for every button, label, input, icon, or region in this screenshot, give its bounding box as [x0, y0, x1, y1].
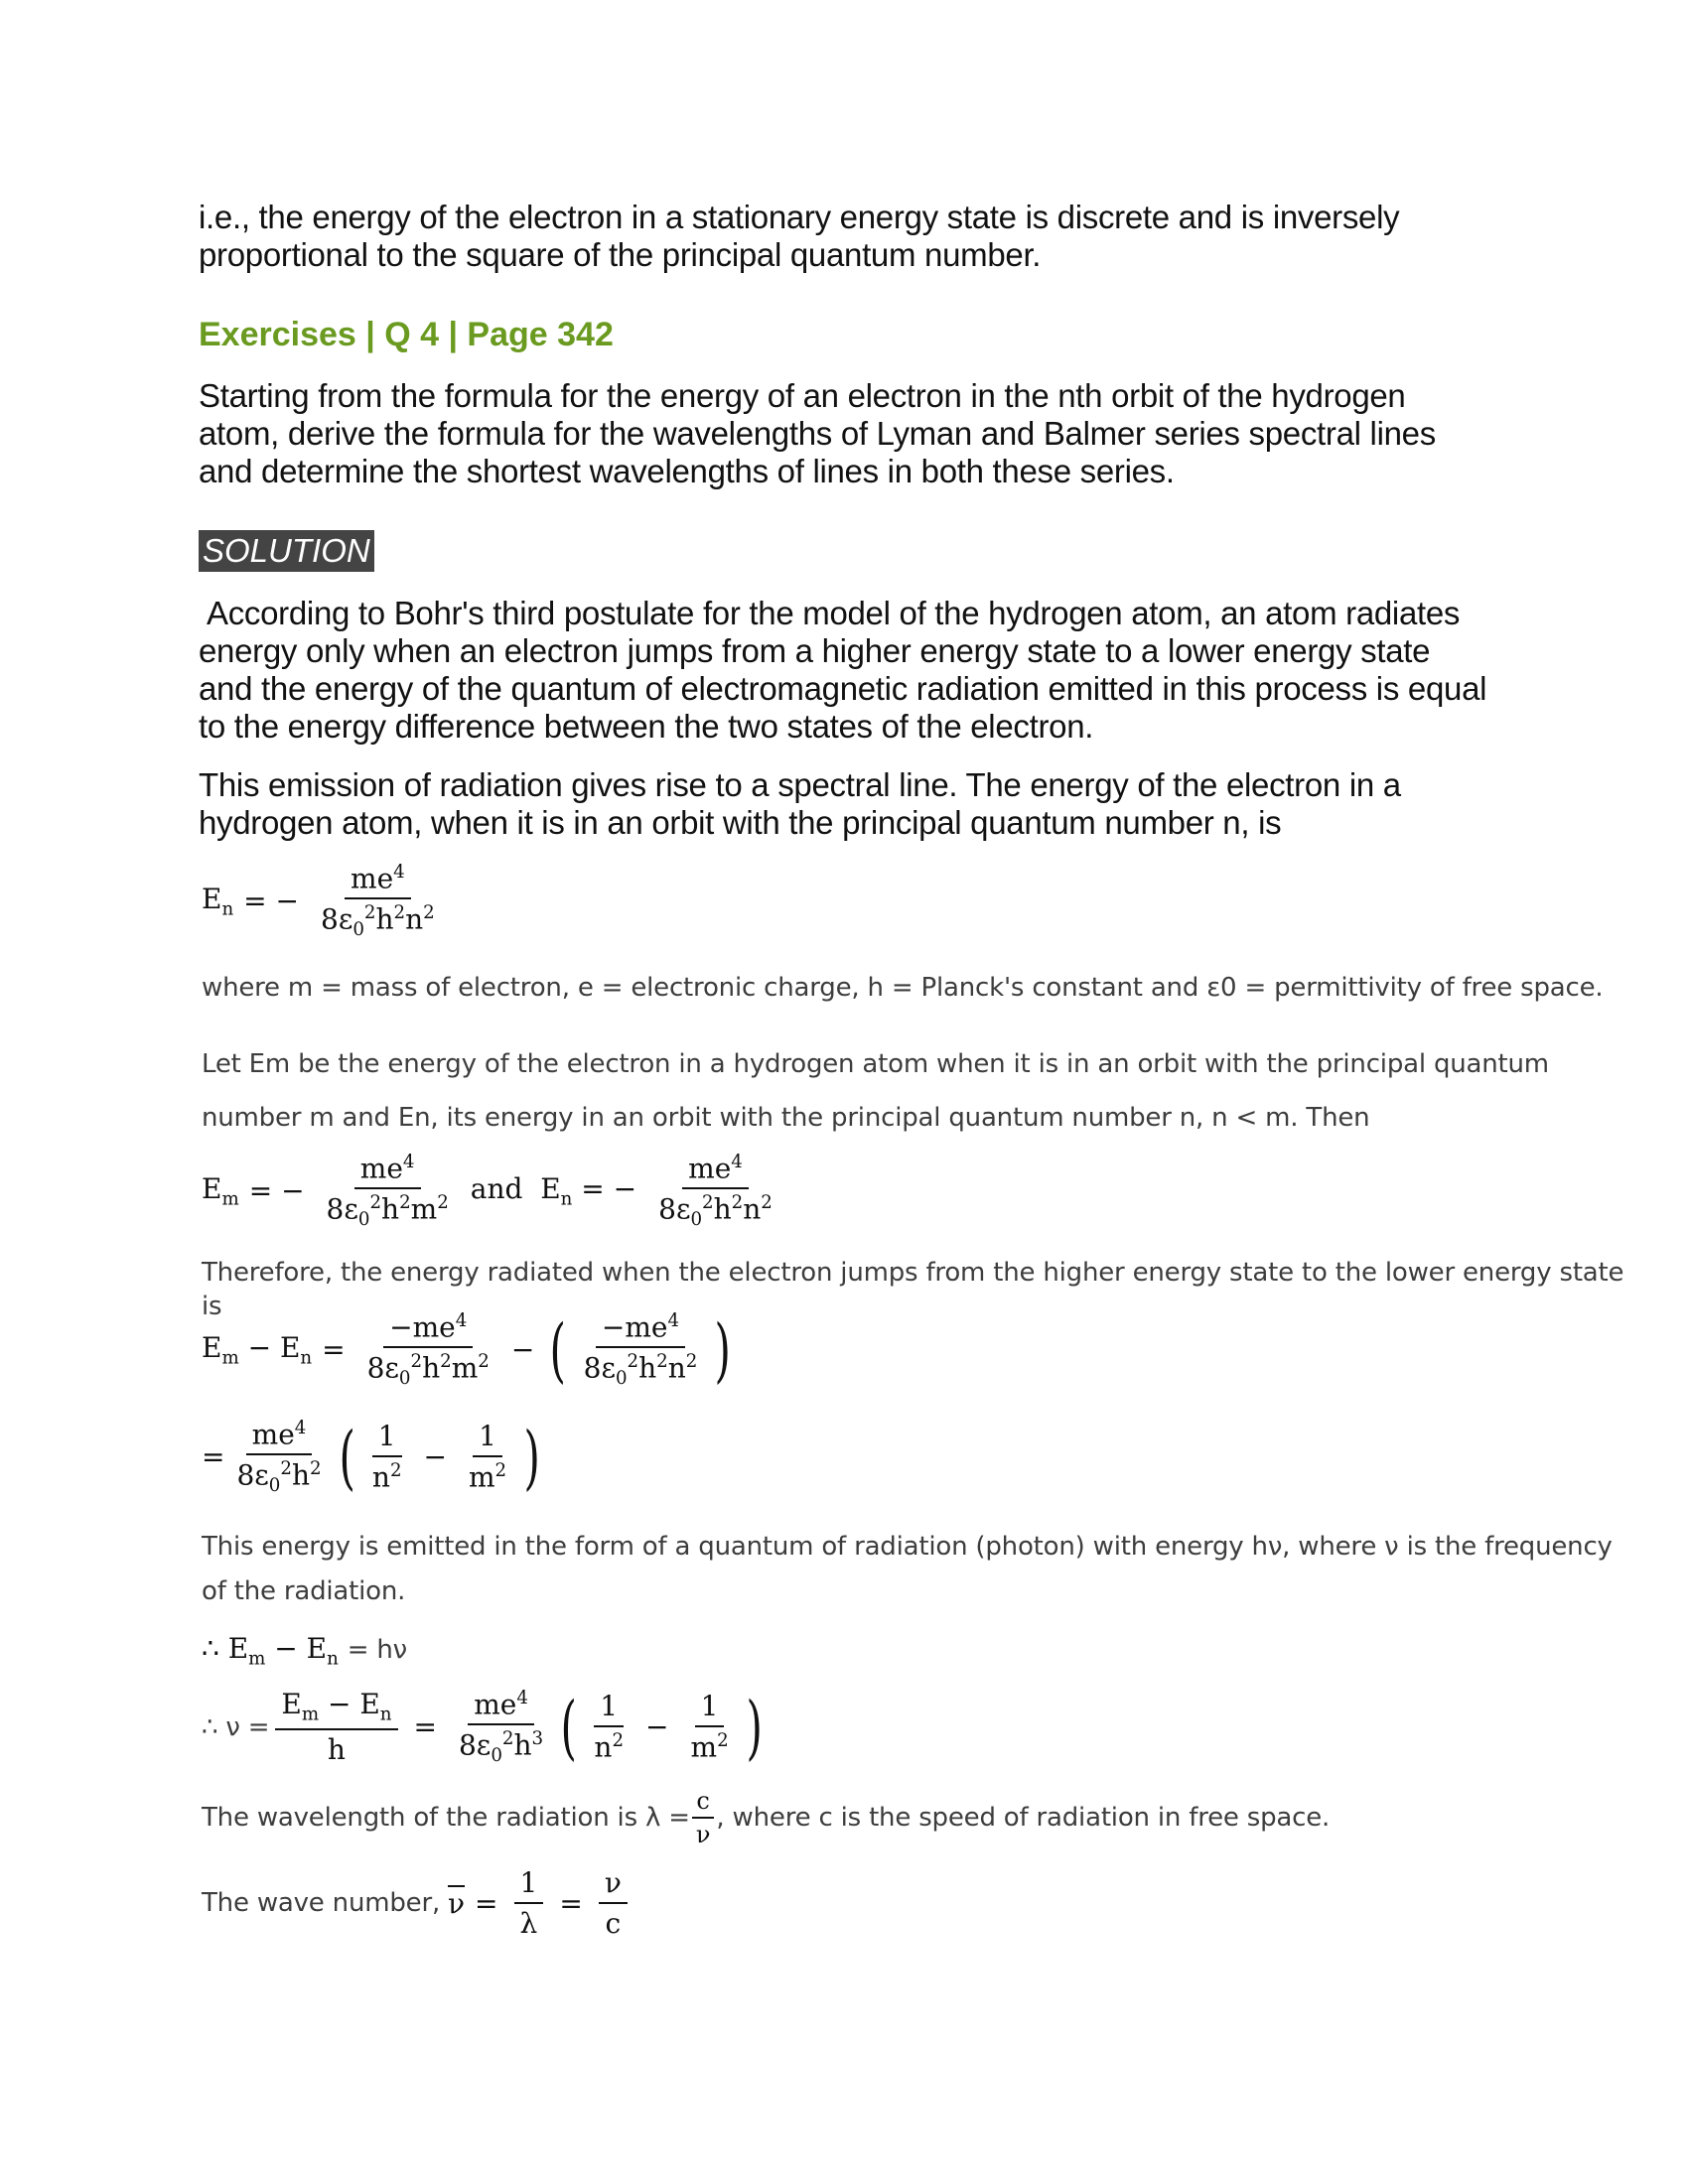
wavelength-line: The wavelength of the radiation is λ = $\frac{c}{\nu}$ , where c is the speed of radiation in free space. [202, 1787, 1331, 1848]
equation-energy-simplified: = $\frac{me^4}{8\varepsilon_0^2h^2}$ ( $\frac{1}{n^2}$ − $\frac{1}{m^2}$ ) [202, 1416, 540, 1498]
equation-em-en: $E_m$ = − $\frac{me^4}{8\varepsilon_0^2h^2m^2}$ and $E_n$ = − $\frac{me^4}{8\varepsilon_0^2h^2n^2}$ [202, 1152, 773, 1231]
wavelength-text-b: , where c is the speed of radiation in free space. [716, 1803, 1331, 1833]
equation-frequency-lhs: ∴ ν = [202, 1711, 270, 1742]
question-text: Starting from the formula for the energy of an electron in the nth orbit of the hydrogen atom, derive the formula for the wavelengths of Lyman and Balmer series spectral lines and determine the shortest wavelengths of lines in both these series. [199, 377, 1436, 489]
equation-energy-difference: $E_m - E_n$ = $\frac{-me^4}{8\varepsilon_0^2h^2m^2}$ − ( $\frac{-me^4}{8\varepsilon_0^2h^2n^2}$ ) [202, 1308, 732, 1391]
exercise-heading: Exercises | Q 4 | Page 342 [199, 316, 614, 353]
equation-energy-n: $E_n$ = − $\frac{me^4}{8\varepsilon_0^2h^2n^2}$ [202, 862, 435, 941]
solution-paragraph-2: This emission of radiation gives rise to a spectral line. The energy of the electron in a hydrogen atom, when it is in an orbit with the principal quantum number n, is [199, 766, 1401, 841]
let-text: Let Em be the energy of the electron in a hydrogen atom when it is in an orbit with the principal quantum number m and En, its energy in an orbit with the principal quantum number n, n < m. Then [202, 1049, 1549, 1133]
photon-text: This energy is emitted in the form of a quantum of radiation (photon) with energy hν, where ν is the frequency of the radiation. [202, 1532, 1613, 1606]
wavenumber-text: The wave number, [202, 1888, 441, 1918]
equation-frequency: ∴ ν = $\frac{E_m - E_n}{h}$ = $\frac{me^4}{8\varepsilon_0^2h^3}$ ( $\frac{1}{n^2}$ − $\frac{1}{m^2}$ ) [202, 1686, 763, 1768]
equation-hv: ∴ $E_m - E_n = h\nu$ [202, 1632, 407, 1670]
therefore-text: Therefore, the energy radiated when the electron jumps from the higher energy state to the lower energy state is [202, 1258, 1624, 1321]
equation-hv-rhs: = hν [347, 1635, 407, 1665]
solution-badge: SOLUTION [199, 530, 374, 572]
where-text: where m = mass of electron, e = electronic charge, h = Planck's constant and ε0 = permittivity of free space. [202, 973, 1604, 1003]
solution-paragraph-1: According to Bohr's third postulate for the model of the hydrogen atom, an atom radiates energy only when an electron jumps from a higher energy state to a lower energy state and the energy of the quantum of electromagnetic radiation emitted in this process is equal to the energy difference between the two states of the electron. [199, 595, 1487, 745]
wavenumber-line: The wave number, $\overline{\nu}$ = $\frac{1}{\lambda}$ = $\frac{\nu}{c}$ [202, 1866, 633, 1940]
wavelength-text-a: The wavelength of the radiation is λ = [202, 1803, 690, 1833]
intro-paragraph: i.e., the energy of the electron in a stationary energy state is discrete and is inversely proportional to the square of the principal quantum number. [199, 199, 1400, 273]
